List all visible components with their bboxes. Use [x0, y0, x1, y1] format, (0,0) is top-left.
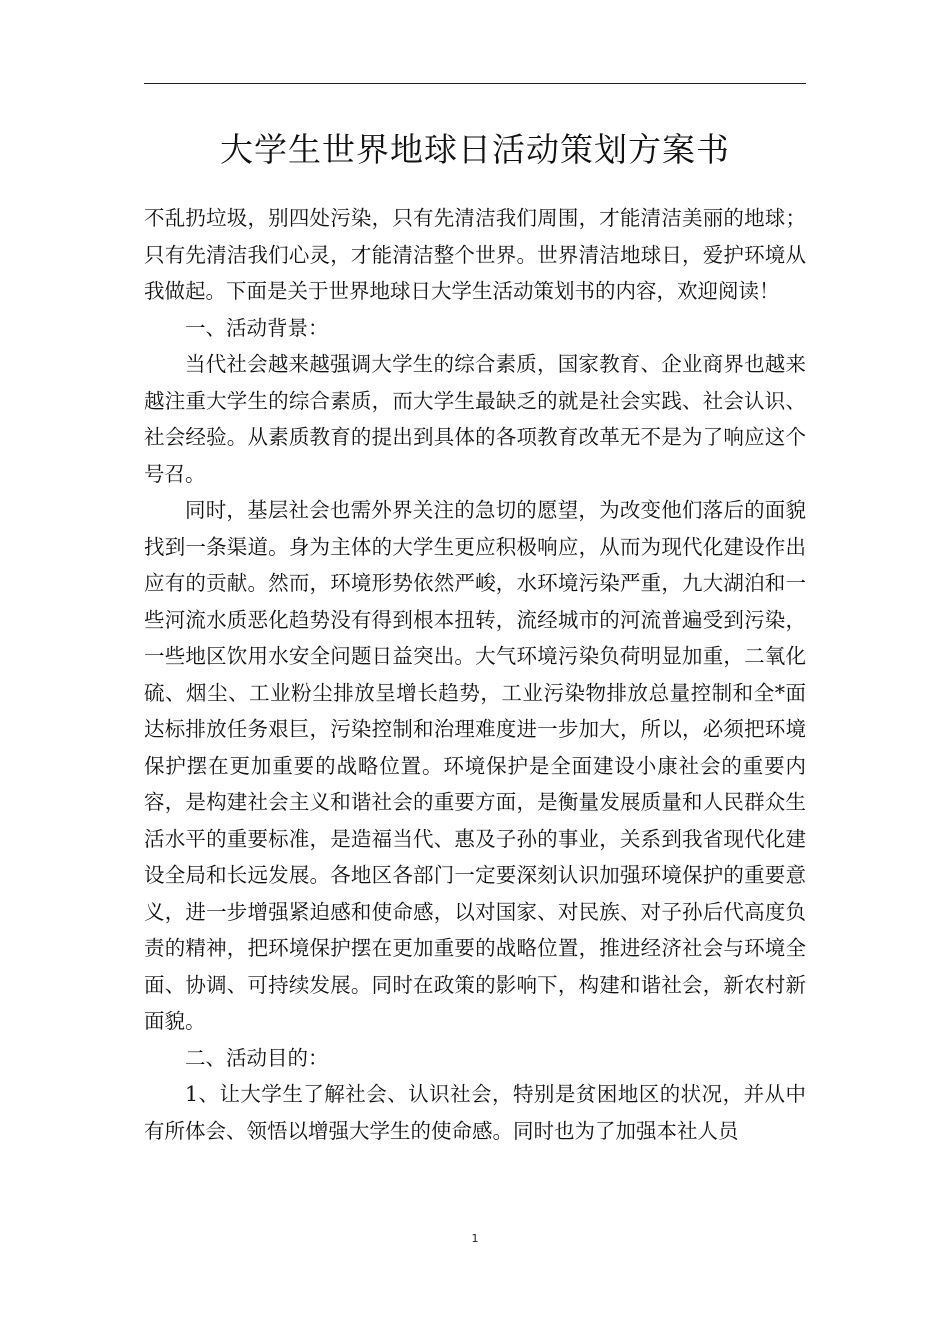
paragraph-intro: 不乱扔垃圾，别四处污染，只有先清洁我们周围，才能清洁美丽的地球；只有先清洁我们心灵，才能清洁整个世界。世界清洁地球日，爱护环境从我做起。下面是关于世界地球日大学生活动策划书的内容，欢迎阅读！ [144, 206, 806, 303]
heading-activity-background: 一、活动背景： [185, 315, 329, 340]
heading-activity-purpose: 二、活动目的： [185, 1045, 329, 1070]
paragraph-background-1: 当代社会越来越强调大学生的综合素质，国家教育、企业商界也越来越注重大学生的综合素质，而大学生最缺乏的就是社会实践、社会认识、社会经验。从素质教育的提出到具体的各项教育改革无不是为了响应这个号召。 [144, 352, 806, 486]
document-title: 大学生世界地球日活动策划方案书 [220, 130, 730, 169]
paragraph-background-2: 同时，基层社会也需外界关注的急切的愿望，为改变他们落后的面貌找到一条渠道。身为主体的大学生更应积极响应，从而为现代化建设作出应有的贡献。然而，环境形势依然严峻，水环境污染严重，九大湖泊和一些河流水质恶化趋势没有得到根本扭转，流经城市的河流普遍受到污染，一些地区饮用水安全问题日益突出。大气环境污染负荷明显加重，二氧化硫、烟尘、工业粉尘排放呈增长趋势，工业污染物排放总量控制和全*面达标排放任务艰巨，污染控制和治理难度进一步加大，所以，必须把环境保护摆在更加重要的战略位置。环境保护是全面建设小康社会的重要内容，是构建社会主义和谐社会的重要方面，是衡量发展质量和人民群众生活水平的重要标准，是造福当代、惠及子孙的事业，关系到我省现代化建设全局和长远发展。各地区各部门一定要深刻认识加强环境保护的重要意义，进一步增强紧迫感和使命感，以对国家、对民族、对子孙后代高度负责的精神，把环境保护摆在更加重要的战略位置，推进经济社会与环境全面、协调、可持续发展。同时在政策的影响下，构建和谐社会，新农村新面貌。 [144, 498, 806, 1033]
header-rule [144, 83, 806, 84]
page-number: 1 [471, 1232, 479, 1245]
paragraph-purpose-1: 1、让大学生了解社会、认识社会，特别是贫困地区的状况，并从中有所体会、领悟以增强大学生的使命感。同时也为了加强本社人员 [144, 1082, 806, 1143]
document-body [144, 200, 806, 1149]
